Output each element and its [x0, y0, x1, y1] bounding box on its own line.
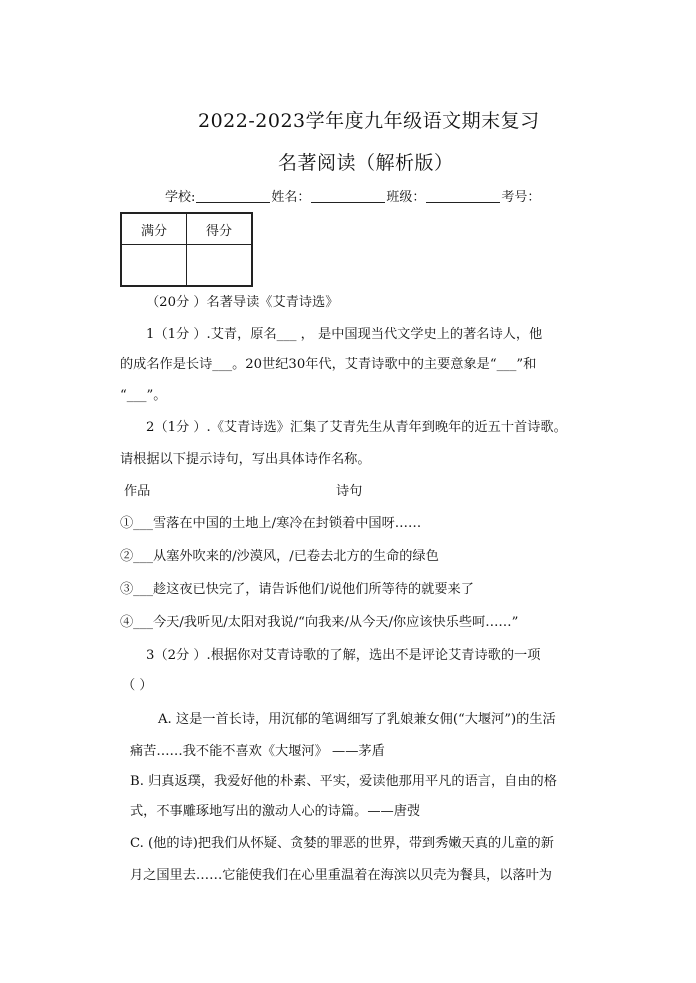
question-1-line-2: 的成名作是长诗___。20世纪30年代，艾青诗歌中的主要意象是“___”和	[120, 357, 537, 372]
poem-item-2: ②___从塞外吹来的/沙漠风，/已卷去北方的生命的绿色	[120, 549, 439, 564]
poem-item-4: ④___今天/我听见/太阳对我说/“向我来/从今天/你应该快乐些呵……”	[120, 615, 519, 630]
option-b-line-1: B. 归真返璞，我爱好他的朴素、平实，爱读他那用平凡的语言，自由的格	[130, 774, 557, 789]
name-label: 姓名：	[271, 190, 311, 205]
full-score-header: 满分	[121, 213, 187, 245]
question-1-line-3: “___”。	[120, 388, 167, 403]
poem-item-1: ①___雪落在中国的土地上/寒冷在封锁着中国呀……	[120, 516, 422, 531]
column-header-work: 作品	[124, 484, 151, 499]
section-heading: （20分 ）名著导读《艾青诗选》	[146, 295, 339, 310]
exam-number-label: 考号：	[501, 190, 541, 205]
document-title: 2022-2023学年度九年级语文期末复习	[198, 110, 540, 132]
poem-item-3: ③___趁这夜已快完了，请告诉他们/说他们所等待的就要来了	[120, 582, 474, 597]
school-blank[interactable]	[196, 188, 270, 203]
earned-score-header: 得分	[187, 213, 253, 245]
option-a-line-2: 痛苦……我不能不喜欢《大堰河》 ——茅盾	[130, 744, 385, 759]
question-2-line-2: 请根据以下提示诗句，写出具体诗作名称。	[120, 452, 371, 467]
earned-score-cell[interactable]	[187, 245, 253, 287]
question-2-line-1: 2（1分 ）.《艾青诗选》汇集了艾青先生从青年到晚年的近五十首诗歌。	[146, 420, 567, 435]
student-info-row	[165, 186, 540, 205]
school-label: 学校:	[165, 190, 196, 205]
full-score-cell	[121, 245, 187, 287]
class-blank[interactable]	[426, 188, 500, 203]
name-blank[interactable]	[311, 188, 385, 203]
option-c-line-1: C. (他的诗)把我们从怀疑、贪婪的罪恶的世界，带到秀嫩天真的儿童的新	[130, 836, 554, 851]
question-3-line-1: 3（2分 ）.根据你对艾青诗歌的了解，选出不是评论艾青诗歌的一项	[146, 648, 541, 663]
document-subtitle: 名著阅读（解析版）	[278, 152, 454, 174]
column-header-poem: 诗句	[336, 484, 363, 499]
question-3-answer-bracket: （ ）	[122, 678, 153, 693]
question-1-line-1: 1（1分 ）.艾青，原名___ ， 是中国现当代文学史上的著名诗人，他	[146, 327, 543, 342]
option-c-line-2: 月之国里去……它能使我们在心里重温着在海滨以贝壳为餐具，以落叶为	[130, 868, 552, 883]
option-b-line-2: 式，不事雕琢地写出的激动人心的诗篇。——唐弢	[130, 804, 421, 819]
option-a-line-1: A. 这是一首长诗，用沉郁的笔调细写了乳娘兼女佣(“大堰河”)的生活	[158, 712, 556, 727]
score-table	[120, 212, 253, 287]
class-label: 班级：	[386, 190, 426, 205]
